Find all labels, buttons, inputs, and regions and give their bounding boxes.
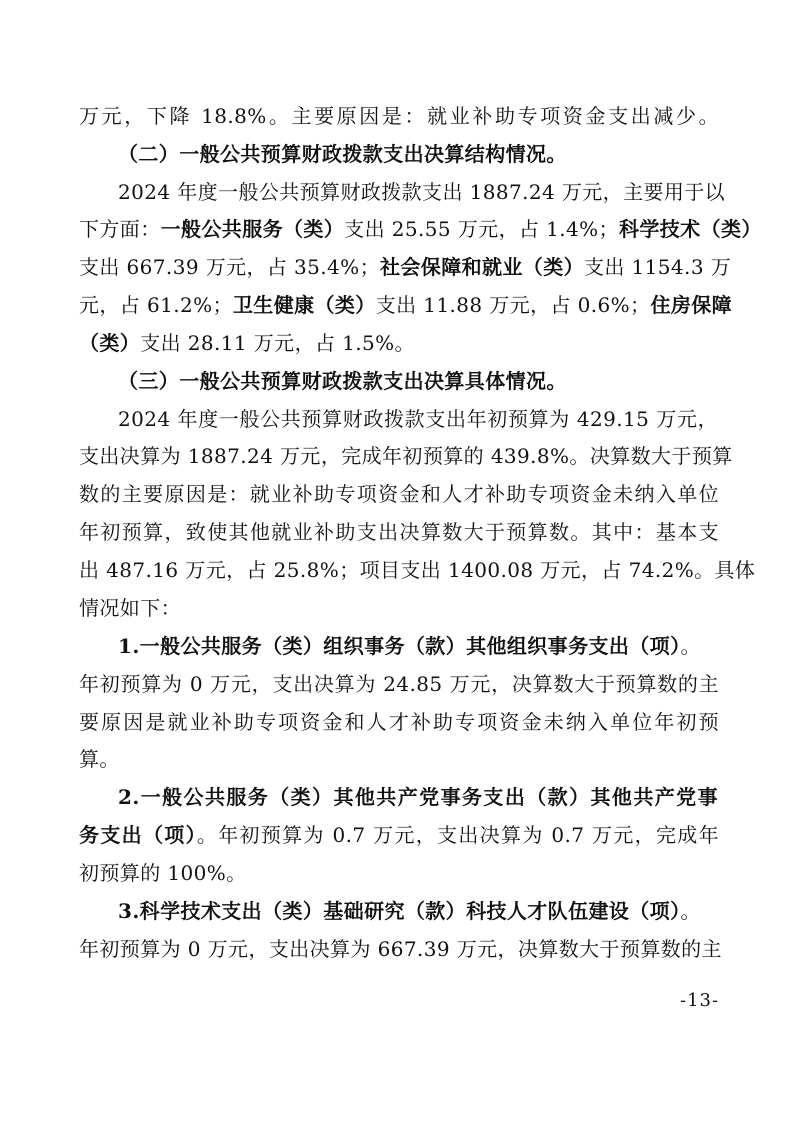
text-run: 支出 1154.3 万 [584,255,732,279]
bold-text-run: （类） [79,331,141,355]
bold-text-run: 2.一般公共服务（类）其他共产党事务支出（款）其他共产党事 [118,785,718,809]
bold-text-run: 卫生健康（类） [232,293,376,317]
text-run: 2024 年度一般公共预算财政拨款支出年初预算为 429.15 万元， [118,407,718,431]
text-run: 支出 11.88 万元，占 0.6%； [375,293,651,317]
text-run: 支出 667.39 万元，占 35.4%； [79,255,380,279]
text-line [79,590,719,626]
item-heading [118,628,718,664]
text-run: 出 487.16 万元，占 25.8%；项目支出 1400.08 万元，占 74.2%。具体 [79,558,756,582]
text-line [79,704,719,740]
text-run: 支出 25.55 万元，占 1.4%； [344,217,619,241]
text-run: 算。 [79,747,120,771]
text-run: 年初预算为 0 万元，支出决算为 667.39 万元，决算数大于预算数的主 [79,937,722,961]
text-run: 支出 28.11 万元，占 1.5%。 [140,331,415,355]
text-run: 下方面： [79,217,161,241]
text-line [118,401,718,437]
text-line [79,211,762,247]
text-line [79,249,732,285]
bold-text-run: 科学技术（类） [618,217,762,241]
text-line [79,476,719,512]
text-line [79,931,722,967]
text-line [118,174,726,210]
item-heading [118,893,718,929]
text-line [79,741,719,777]
text-run: 要原因是就业补助专项资金和人才补助专项资金未纳入单位年初预 [79,710,719,734]
text-line [79,817,719,853]
bold-text-run: （二）一般公共预算财政拨款支出决算结构情况。 [118,142,567,166]
section-heading [118,363,718,399]
bold-text-run: 住房保障 [650,293,733,317]
bold-text-run: 1.一般公共服务（类）组织事务（款）其他组织事务支出（项） [118,634,681,658]
item-heading [118,779,718,815]
text-run: 2024 年度一般公共预算财政拨款支出 1887.24 万元，主要用于以 [118,180,726,204]
text-run: 数的主要原因是：就业补助专项资金和人才补助专项资金未纳入单位 [79,482,719,506]
text-line [79,855,719,891]
text-line [79,325,719,361]
text-line [79,98,719,134]
text-run: 。 [680,634,701,658]
bold-text-run: 务支出（项） [79,823,197,847]
text-line [79,514,719,550]
bold-text-run: 3.科学技术支出（类）基础研究（款）科技人才队伍建设（项） [118,899,681,923]
text-run: 年初预算，致使其他就业补助支出决算数大于预算数。其中：基本支 [79,520,719,544]
text-line [79,287,733,323]
text-run: 。年初预算为 0.7 万元，支出决算为 0.7 万元，完成年 [196,823,720,847]
text-run: 。 [680,899,701,923]
text-line [79,438,733,474]
text-run: 初预算的 100%。 [79,861,247,885]
bold-text-run: 一般公共服务（类） [160,217,345,241]
text-line [79,552,756,588]
text-run: 万元，下降 18.8%。主要原因是：就业补助专项资金支出减少。 [79,104,719,128]
text-run: 年初预算为 0 万元，支出决算为 24.85 万元，决算数大于预算数的主 [79,672,719,696]
text-run: 元，占 61.2%； [79,293,233,317]
text-line [79,666,719,702]
text-run: 支出决算为 1887.24 万元，完成年初预算的 439.8%。决算数大于预算 [79,444,733,468]
section-heading [118,136,718,172]
page-number: -13- [680,990,720,1011]
text-run: 情况如下： [79,596,181,620]
bold-text-run: （三）一般公共预算财政拨款支出决算具体情况。 [118,369,567,393]
bold-text-run: 社会保障和就业（类） [380,255,584,279]
